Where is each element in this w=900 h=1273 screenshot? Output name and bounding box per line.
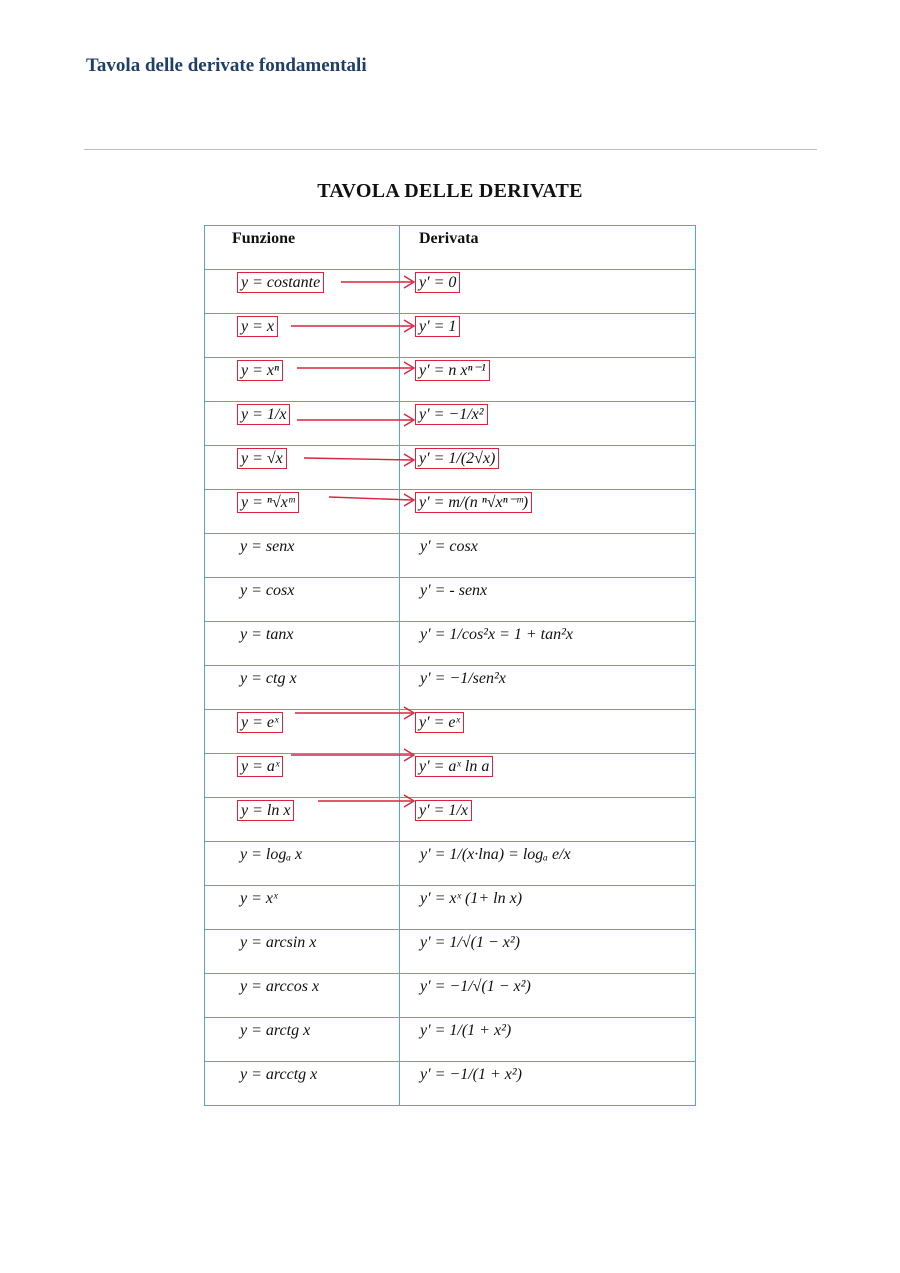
function-cell xyxy=(205,402,400,446)
highlight-box: y = x xyxy=(237,316,278,337)
table-row xyxy=(205,754,696,798)
derivative-cell: y′ = 1/(x·lna) = logₐ e/x xyxy=(400,842,696,886)
highlight-box: y′ = 1 xyxy=(415,316,460,337)
table-row xyxy=(205,974,696,1018)
column-header-function: Funzione xyxy=(205,226,400,270)
derivative-cell xyxy=(400,270,696,314)
table-row xyxy=(205,798,696,842)
function-cell: y = arcctg x xyxy=(205,1062,400,1106)
table-row xyxy=(205,402,696,446)
highlight-box: y = eˣ xyxy=(237,712,283,733)
function-cell: y = tanx xyxy=(205,622,400,666)
column-header-derivative: Derivata xyxy=(400,226,696,270)
derivative-cell: y′ = −1/√(1 − x²) xyxy=(400,974,696,1018)
table-row xyxy=(205,1018,696,1062)
table-row xyxy=(205,666,696,710)
table-row xyxy=(205,534,696,578)
derivative-cell xyxy=(400,754,696,798)
function-cell: y = senx xyxy=(205,534,400,578)
table-row xyxy=(205,446,696,490)
highlight-box: y = aˣ xyxy=(237,756,283,777)
derivative-cell xyxy=(400,402,696,446)
derivative-cell: y′ = 1/cos²x = 1 + tan²x xyxy=(400,622,696,666)
highlight-box: y = √x xyxy=(237,448,287,469)
function-cell xyxy=(205,270,400,314)
function-cell xyxy=(205,358,400,402)
table-row xyxy=(205,578,696,622)
highlight-box: y′ = m/(n ⁿ√xⁿ⁻ᵐ) xyxy=(415,492,532,513)
derivative-cell: y′ = xˣ (1+ ln x) xyxy=(400,886,696,930)
table-title: TAVOLA DELLE DERIVATE xyxy=(317,180,583,202)
derivative-cell xyxy=(400,446,696,490)
highlight-box: y = ⁿ√xᵐ xyxy=(237,492,299,513)
function-cell xyxy=(205,446,400,490)
highlight-box: y′ = n xⁿ⁻¹ xyxy=(415,360,490,381)
table-row xyxy=(205,710,696,754)
table-row xyxy=(205,490,696,534)
function-cell: y = arcsin x xyxy=(205,930,400,974)
table-header-row xyxy=(205,226,696,270)
highlight-box: y′ = 1/(2√x) xyxy=(415,448,499,469)
highlight-box: y = costante xyxy=(237,272,324,293)
function-cell xyxy=(205,314,400,358)
derivative-cell xyxy=(400,710,696,754)
function-cell xyxy=(205,754,400,798)
table-row xyxy=(205,842,696,886)
function-cell: y = ctg x xyxy=(205,666,400,710)
table-row xyxy=(205,358,696,402)
header-divider xyxy=(84,149,817,150)
table-row xyxy=(205,1062,696,1106)
function-cell: y = cosx xyxy=(205,578,400,622)
highlight-box: y′ = aˣ ln a xyxy=(415,756,493,777)
derivative-cell: y′ = −1/sen²x xyxy=(400,666,696,710)
highlight-box: y′ = 0 xyxy=(415,272,460,293)
highlight-box: y′ = 1/x xyxy=(415,800,472,821)
derivative-cell: y′ = 1/√(1 − x²) xyxy=(400,930,696,974)
function-cell xyxy=(205,798,400,842)
table-row xyxy=(205,314,696,358)
derivative-cell xyxy=(400,798,696,842)
table-row xyxy=(205,886,696,930)
highlight-box: y = 1/x xyxy=(237,404,290,425)
derivative-cell: y′ = −1/(1 + x²) xyxy=(400,1062,696,1106)
document-header: Tavola delle derivate fondamentali xyxy=(86,55,367,76)
derivative-cell: y′ = 1/(1 + x²) xyxy=(400,1018,696,1062)
function-cell xyxy=(205,490,400,534)
function-cell: y = arctg x xyxy=(205,1018,400,1062)
function-cell: y = xˣ xyxy=(205,886,400,930)
function-cell: y = logₐ x xyxy=(205,842,400,886)
table-row xyxy=(205,930,696,974)
derivative-cell: y′ = - senx xyxy=(400,578,696,622)
derivatives-table xyxy=(204,225,696,1106)
highlight-box: y = xⁿ xyxy=(237,360,283,381)
table-row xyxy=(205,622,696,666)
table-row xyxy=(205,270,696,314)
highlight-box: y = ln x xyxy=(237,800,294,821)
highlight-box: y′ = eˣ xyxy=(415,712,464,733)
derivative-cell xyxy=(400,490,696,534)
derivative-cell xyxy=(400,314,696,358)
derivative-cell: y′ = cosx xyxy=(400,534,696,578)
highlight-box: y′ = −1/x² xyxy=(415,404,488,425)
function-cell: y = arccos x xyxy=(205,974,400,1018)
derivative-cell xyxy=(400,358,696,402)
function-cell xyxy=(205,710,400,754)
